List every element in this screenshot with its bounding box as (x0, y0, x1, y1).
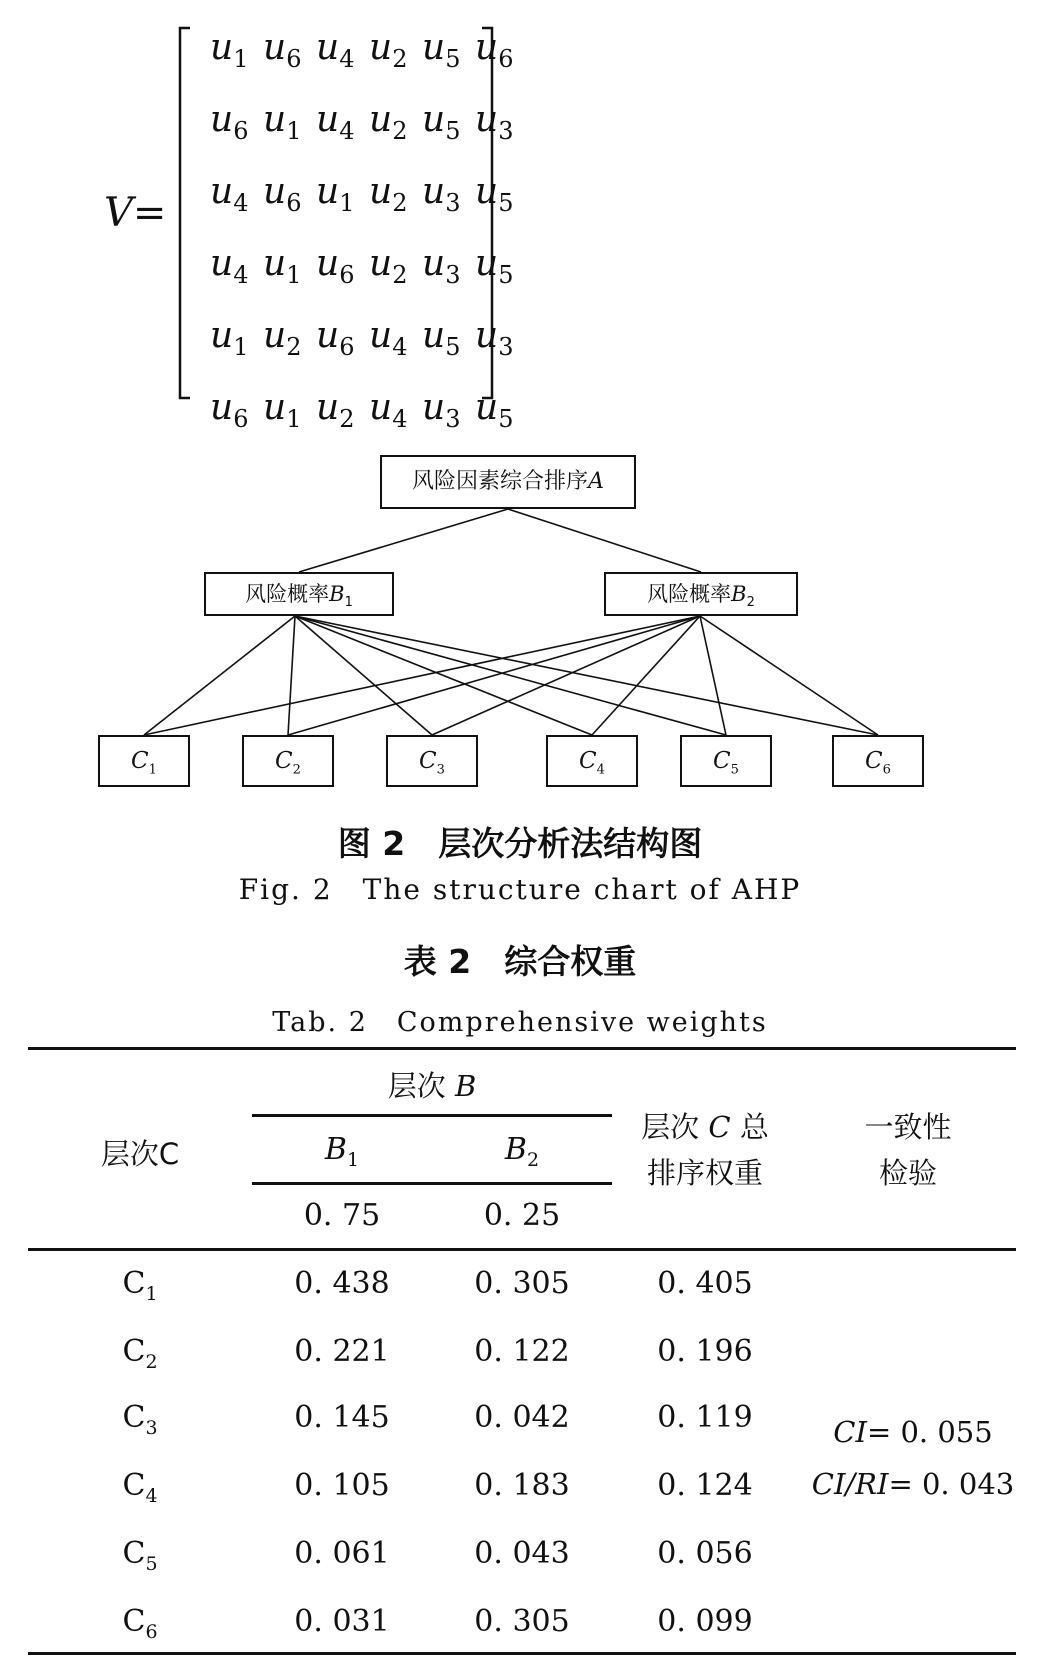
matrix-entry: $u_2$ (263, 315, 302, 362)
connector-a-b2 (508, 509, 701, 572)
connector-b1-c3 (295, 616, 432, 735)
matrix-entry: $u_4$ (210, 171, 249, 218)
header-level-b: 层次 B (387, 1069, 477, 1103)
row-b1-value: 0. 221 (294, 1334, 390, 1369)
matrix-entry: $u_1$ (263, 243, 302, 290)
top-node: 风险因素综合排序A (380, 455, 636, 509)
matrix-entry: $u_2$ (369, 171, 408, 218)
matrix-entry: $u_6$ (263, 171, 302, 218)
row-c-label: $C_4$ (122, 1468, 158, 1507)
connector-b2-c2 (288, 616, 700, 735)
row-c-label: $C_5$ (122, 1536, 158, 1575)
row-b1-value: 0. 031 (294, 1604, 390, 1639)
matrix-entry: $u_1$ (210, 27, 249, 74)
row-c-label: $C_6$ (122, 1604, 158, 1643)
ci-value: CI= 0. 055 (833, 1415, 993, 1449)
row-b1-value: 0. 145 (294, 1400, 390, 1435)
row-total-weight: 0. 056 (657, 1536, 753, 1571)
bottom-node-c5: $C_5$ (680, 735, 772, 787)
matrix-entry: $u_1$ (263, 99, 302, 146)
connector-a-b1 (299, 509, 508, 572)
mid-node-b1: 风险概率$B_1$ (204, 572, 394, 616)
matrix-entry: $u_5$ (475, 171, 514, 218)
matrix-entry: $u_4$ (316, 27, 355, 74)
matrix-entry: $u_4$ (369, 315, 408, 362)
table-caption-cn: 表 2 综合权重 (403, 942, 637, 981)
figure-caption-en: Fig. 2 The structure chart of AHP (238, 873, 802, 906)
connector-b2-c5 (700, 616, 726, 735)
row-b2-value: 0. 305 (474, 1604, 570, 1639)
header-consistency: 一致性 检验 (864, 1110, 952, 1190)
matrix-entry: $u_5$ (422, 27, 461, 74)
header-b1-weight: 0. 75 (303, 1198, 381, 1233)
table-b-group-rule (252, 1114, 612, 1117)
bottom-node-c1: $C_1$ (98, 735, 190, 787)
matrix-entry: $u_6$ (263, 27, 302, 74)
row-b1-value: 0. 061 (294, 1536, 390, 1571)
matrix-entry: $u_2$ (316, 387, 355, 434)
matrix-entry: $u_4$ (369, 387, 408, 434)
bottom-node-c3: $C_3$ (386, 735, 478, 787)
bottom-node-c2: $C_2$ (242, 735, 334, 787)
matrix-entry: $u_3$ (422, 243, 461, 290)
row-total-weight: 0. 124 (657, 1468, 753, 1503)
matrix-entry: $u_3$ (475, 99, 514, 146)
figure-caption-cn: 图 2 层次分析法结构图 (337, 824, 703, 863)
row-total-weight: 0. 405 (657, 1266, 753, 1301)
connector-b1-c2 (288, 616, 295, 735)
matrix-entry: $u_5$ (475, 243, 514, 290)
matrix-entry: $u_4$ (316, 99, 355, 146)
table-bottom-rule (28, 1652, 1016, 1655)
header-b2-weight: 0. 25 (483, 1198, 561, 1233)
matrix-entry: $u_1$ (210, 315, 249, 362)
row-b1-value: 0. 105 (294, 1468, 390, 1503)
connector-b1-c6 (295, 616, 878, 735)
connector-b2-c1 (144, 616, 700, 735)
header-total-weight: 层次 C 总 排序权重 (641, 1110, 769, 1190)
matrix-entry: $u_5$ (422, 315, 461, 362)
matrix-label: V= (104, 190, 167, 236)
matrix-entry: $u_1$ (263, 387, 302, 434)
matrix-entry: $u_5$ (475, 387, 514, 434)
ci-ri-value: CI/RI= 0. 043 (811, 1467, 1015, 1501)
table-header-rule (28, 1248, 1016, 1251)
row-b2-value: 0. 183 (474, 1468, 570, 1503)
connector-b2-c4 (592, 616, 700, 735)
matrix-entry: $u_5$ (422, 99, 461, 146)
matrix-entry: $u_6$ (210, 99, 249, 146)
matrix-entry: $u_6$ (316, 315, 355, 362)
matrix-entry: $u_3$ (422, 171, 461, 218)
table-caption-en: Tab. 2 Comprehensive weights (272, 1007, 768, 1038)
matrix-entry: $u_3$ (475, 315, 514, 362)
row-c-label: $C_3$ (122, 1400, 158, 1439)
matrix-entry: $u_1$ (316, 171, 355, 218)
matrix-entry: $u_6$ (316, 243, 355, 290)
bottom-node-c4: $C_4$ (546, 735, 638, 787)
matrix-entry: $u_6$ (210, 387, 249, 434)
row-b2-value: 0. 043 (474, 1536, 570, 1571)
bottom-node-c6: $C_6$ (832, 735, 924, 787)
header-b2: $B_2$ (504, 1132, 540, 1171)
row-total-weight: 0. 099 (657, 1604, 753, 1639)
row-b2-value: 0. 122 (474, 1334, 570, 1369)
ahp-connector-lines (0, 0, 1040, 800)
connector-b1-c4 (295, 616, 592, 735)
consistency-values (798, 1406, 1028, 1510)
matrix-entry: $u_2$ (369, 27, 408, 74)
matrix-entry: $u_2$ (369, 243, 408, 290)
matrix-entry: $u_3$ (422, 387, 461, 434)
connector-b1-c1 (144, 616, 295, 735)
matrix-entry: $u_6$ (475, 27, 514, 74)
header-b1: $B_1$ (324, 1132, 360, 1171)
matrix-entry: $u_2$ (369, 99, 408, 146)
row-b1-value: 0. 438 (294, 1266, 390, 1301)
row-b2-value: 0. 042 (474, 1400, 570, 1435)
mid-node-b2: 风险概率$B_2$ (604, 572, 798, 616)
header-level-c: 层次C (100, 1137, 180, 1171)
matrix-entry: $u_4$ (210, 243, 249, 290)
table-top-rule (28, 1047, 1016, 1050)
row-b2-value: 0. 305 (474, 1266, 570, 1301)
table-b-sub-rule (252, 1182, 612, 1185)
row-total-weight: 0. 119 (657, 1400, 753, 1435)
row-total-weight: 0. 196 (657, 1334, 753, 1369)
row-c-label: $C_1$ (122, 1266, 158, 1305)
row-c-label: $C_2$ (122, 1334, 158, 1373)
